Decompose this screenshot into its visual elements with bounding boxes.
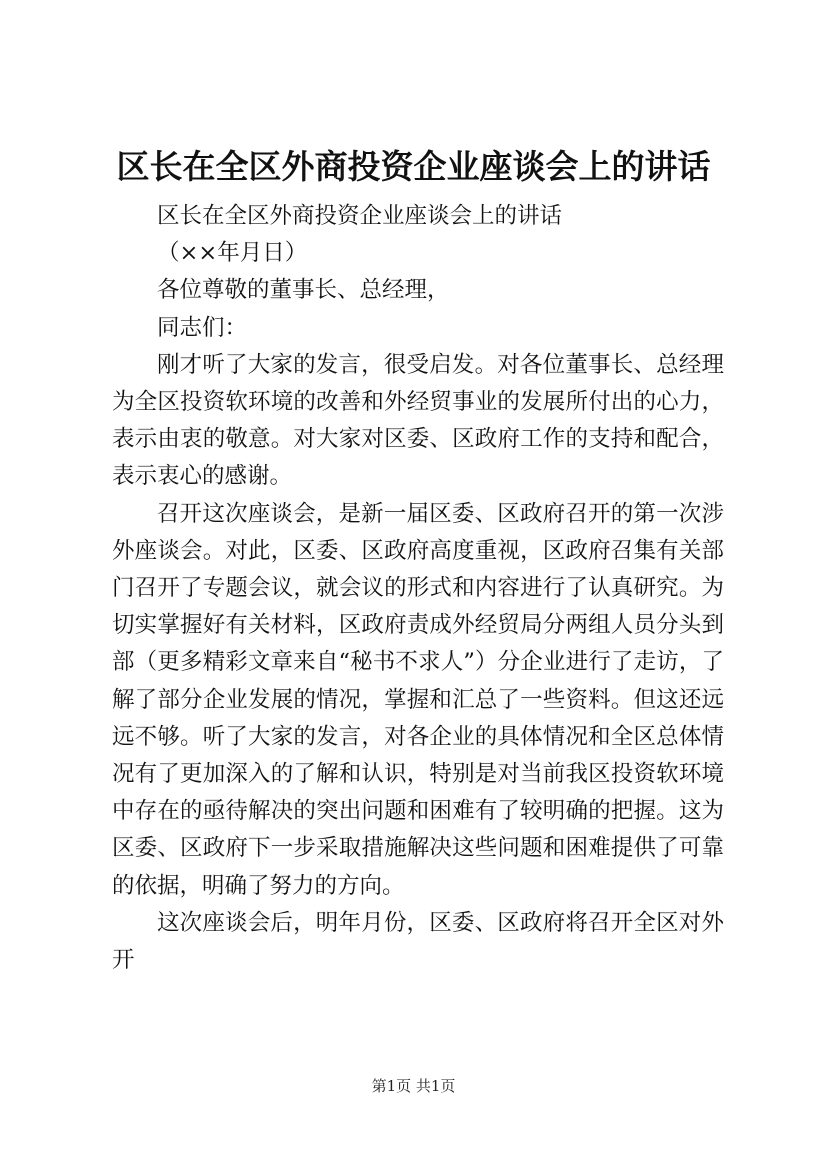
date-paragraph: （××年月日） [157, 240, 308, 267]
subtitle-paragraph: 区长在全区外商投资企业座谈会上的讲话 [157, 203, 563, 229]
body-paragraph: 刚才听了大家的发言，很受启发。对各位董事长、总经理为全区投资软环境的改善和外经贸事业的发展所付出的心力，表示由衷的敬意。对大家对区委、区政府工作的支持和配合，表示衷心的感谢。 [112, 351, 724, 490]
body-paragraph: 这次座谈会后，明年月份，区委、区政府将召开全区对外开 [112, 909, 724, 974]
document-body [112, 198, 724, 979]
salutation-paragraph: 各位尊敬的董事长、总经理， [157, 277, 450, 304]
body-paragraph: 召开这次座谈会，是新一届区委、区政府召开的第一次涉外座谈会。对此，区委、区政府高度重视，区政府召集有关部门召开了专题会议，就会议的形式和内容进行了认真研究。为切实掌握好有关材料，区政府责成外经贸局分两组人员分头到部（更多精彩文章来自“秘书不求人”）分企业进行了走访，了解了部分企业发展的情况，掌握和汇总了一些资料。但这还远远不够。听了大家的发言，对各企业的具体情况和全区总体情况有了更加深入的了解和认识，特别是对当前我区投资软环境中存在的亟待解决的突出问题和困难有了较明确的把握。这为区委、区政府下一步采取措施解决这些问题和困难提供了可靠的依据，明确了努力的方向。 [112, 500, 724, 899]
document-title: 区长在全区外商投资企业座谈会上的讲话 [116, 147, 711, 186]
page-footer: 第1页 共1页 [371, 1077, 456, 1095]
salutation-comrades-paragraph: 同志们： [157, 314, 248, 341]
